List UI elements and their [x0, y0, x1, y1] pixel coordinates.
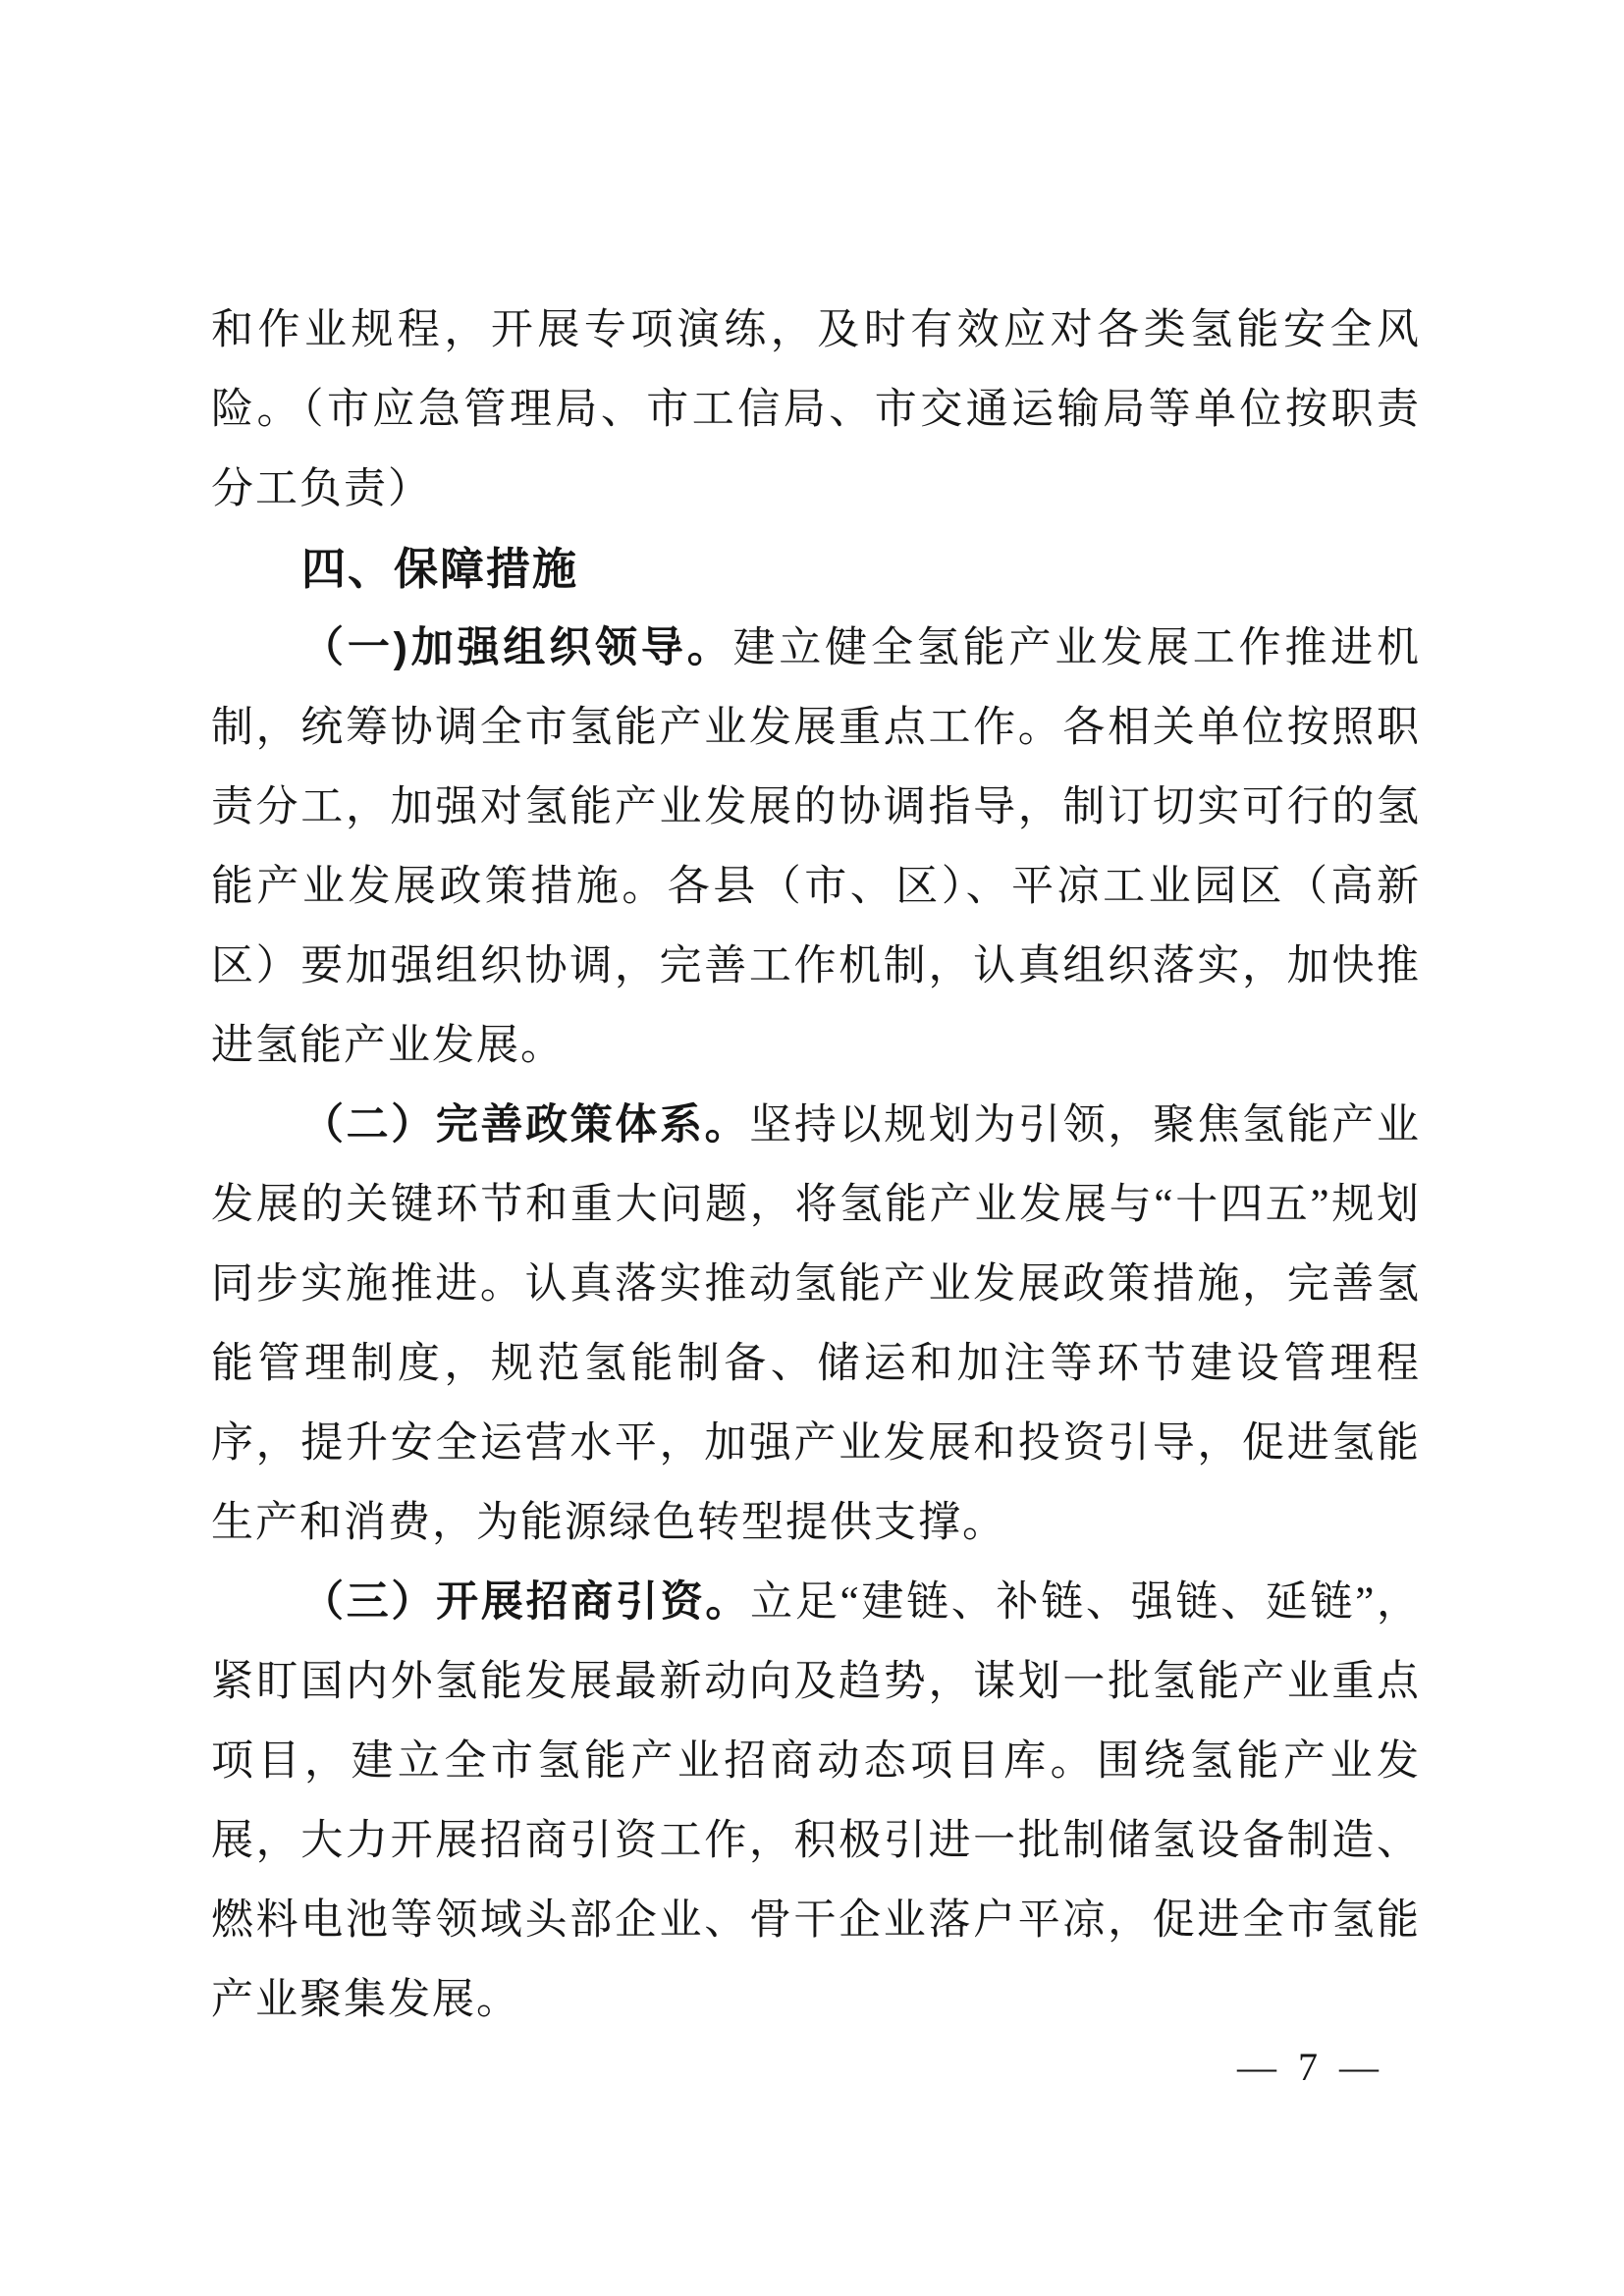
paragraph-item-3 [211, 1563, 1421, 2040]
section-heading: 四、保障措施 [301, 544, 579, 594]
document-body [211, 291, 1421, 2040]
paragraph-2-lead: （二）完善政策体系。 [301, 1101, 750, 1148]
paragraph-continuation: 和作业规程，开展专项演练，及时有效应对各类氢能安全风险。（市应急管理局、市工信局、市交通运输局等单位按职责分工负责） [211, 307, 1421, 512]
paragraph-2-text: 坚持以规划为引领，聚焦氢能产业发展的关键环节和重大问题，将氢能产业发展与“十四五”规划同步实施推进。认真落实推动氢能产业发展政策措施，完善氢能管理制度，规范氢能制备、储运和加注等环节建设管理程序，提升安全运营水平，加强产业发展和投资引导，促进氢能生产和消费，为能源绿色转型提供支撑。 [211, 1102, 1421, 1546]
paragraph-1-text: 建立健全氢能产业发展工作推进机制，统筹协调全市氢能产业发展重点工作。各相关单位按照职责分工，加强对氢能产业发展的协调指导，制订切实可行的氢能产业发展政策措施。各县（市、区）、平凉工业园区（高新区）要加强组织协调，完善工作机制，认真组织落实，加快推进氢能产业发展。 [211, 625, 1422, 1069]
paragraph-item-2 [211, 1086, 1421, 1563]
page-number: — 7 — [1237, 2045, 1384, 2089]
paragraph-item-1 [211, 609, 1421, 1086]
paragraph-1-lead: （一)加强组织领导。 [301, 624, 733, 671]
paragraph-3-lead: （三）开展招商引资。 [301, 1578, 751, 1626]
paragraph-3-text: 立足“建链、补链、强链、延链”，紧盯国内外氢能发展最新动向及趋势，谋划一批氢能产业重点项目，建立全市氢能产业招商动态项目库。围绕氢能产业发展，大力开展招商引资工作，积极引进一批制储氢设备制造、燃料电池等领域头部企业、骨干企业落户平凉，促进全市氢能产业聚集发展。 [211, 1579, 1422, 2023]
